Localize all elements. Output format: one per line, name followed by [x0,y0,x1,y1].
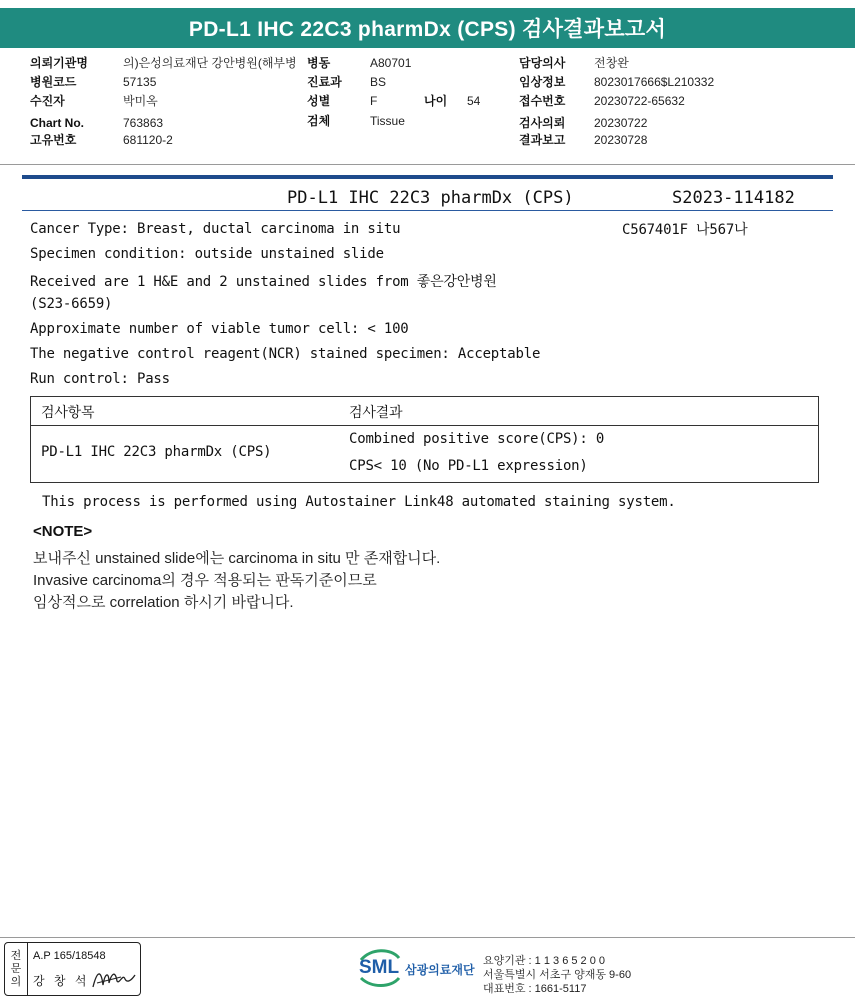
result-table [30,396,819,483]
result-report-label: 결과보고 [519,133,566,147]
sml-org-name: 삼광의료재단 [405,963,475,977]
stamp-pathologist-name: 강 창 석 [33,974,90,988]
note-line: 보내주신 unstained slide에는 carcinoma in situ 만 존재합니다. [33,550,441,567]
sex-label: 성별 [307,94,331,108]
note-heading: <NOTE> [33,523,93,540]
report-top-rule [22,175,833,179]
receipt-no-value: 20230722-65632 [594,94,685,108]
institution-address: 서울특별시 서초구 양재동 9-60 [483,969,632,981]
footer-divider [0,937,855,938]
dept-label: 진료과 [307,75,342,89]
clinical-info-label: 임상정보 [519,75,566,89]
stamp-side-char: 의 [10,975,22,988]
stamp-side-label [5,943,28,995]
sml-logo [357,948,477,988]
doctor-value: 전창완 [594,56,629,70]
run-control-line: Run control: Pass [30,371,170,387]
tumor-cell-line: Approximate number of viable tumor cell: < 100 [30,321,409,337]
ward-value: A80701 [370,56,412,70]
test-request-label: 검사의뢰 [519,116,566,130]
stamp-side-char: 문 [10,962,22,975]
chart-no-label: Chart No. [30,116,84,130]
specimen-label: 검체 [307,114,331,128]
cps-score-cell: Combined positive score(CPS): 0 [349,431,605,447]
cancer-type-line: Cancer Type: Breast, ductal carcinoma in situ [30,221,401,237]
signature-icon [91,965,137,991]
receipt-no-label: 접수번호 [519,94,566,108]
received-slides-line: Received are 1 H&E and 2 unstained slides from 좋은강안병원 [30,274,497,290]
test-request-value: 20230722 [594,116,648,130]
result-report-value: 20230728 [594,133,648,147]
ward-label: 병동 [307,56,331,70]
clinical-info-value: 8023017666$L210332 [594,75,715,89]
hospital-code-value: 57135 [123,75,157,89]
pathologist-stamp [4,942,141,996]
unique-no-value: 681120-2 [123,133,173,147]
sex-value: F [370,94,378,108]
column-header-result: 검사결과 [349,405,403,421]
hospital-code-label: 병원코드 [30,75,77,89]
process-note: This process is performed using Autostainer Link48 automated staining system. [42,494,676,510]
stamp-license-no: A.P 165/18548 [33,950,106,962]
ncr-line: The negative control reagent(NCR) stained specimen: Acceptable [30,346,541,362]
dept-value: BS [370,75,387,89]
report-title-rule [22,210,833,211]
report-number: S2023-114182 [672,188,795,208]
specimen-condition-line: Specimen condition: outside unstained slide [30,246,384,262]
header-divider [0,164,855,165]
note-line: 임상적으로 correlation 하시기 바랍니다. [33,594,294,611]
doctor-label: 담당의사 [519,56,566,70]
unique-no-label: 고유번호 [30,133,77,147]
report-banner-title: PD-L1 IHC 22C3 pharmDx (CPS) 검사결과보고서 [0,8,855,48]
institution-number: 요양기관 : 1 1 3 6 5 2 0 0 [483,955,606,967]
report-title: PD-L1 IHC 22C3 pharmDx (CPS) [287,188,574,208]
requesting-org-label: 의뢰기관명 [30,56,88,70]
examinee-label: 수진자 [30,94,65,108]
age-label: 나이 [424,94,448,108]
specimen-code: C567401F 나567나 [622,222,748,238]
column-header-item: 검사항목 [41,405,95,421]
table-header-divider [31,425,818,426]
test-item-cell: PD-L1 IHC 22C3 pharmDx (CPS) [41,444,272,460]
age-value: 54 [467,94,481,108]
stamp-side-char: 전 [10,949,22,962]
examinee-value: 박미옥 [123,94,158,108]
note-line: Invasive carcinoma의 경우 적용되는 판독기준이므로 [33,572,377,589]
requesting-org-value: 의)은성의료재단 강안병원(해부병 [123,56,297,70]
patient-info-block [0,54,855,154]
cps-interpretation-cell: CPS< 10 (No PD-L1 expression) [349,458,588,474]
institution-phone: 대표번호 : 1661-5117 [483,983,587,995]
chart-no-value: 763863 [123,116,164,130]
specimen-value: Tissue [370,114,405,128]
sml-wordmark: SML [359,957,400,978]
case-number-line: (S23-6659) [30,296,113,312]
